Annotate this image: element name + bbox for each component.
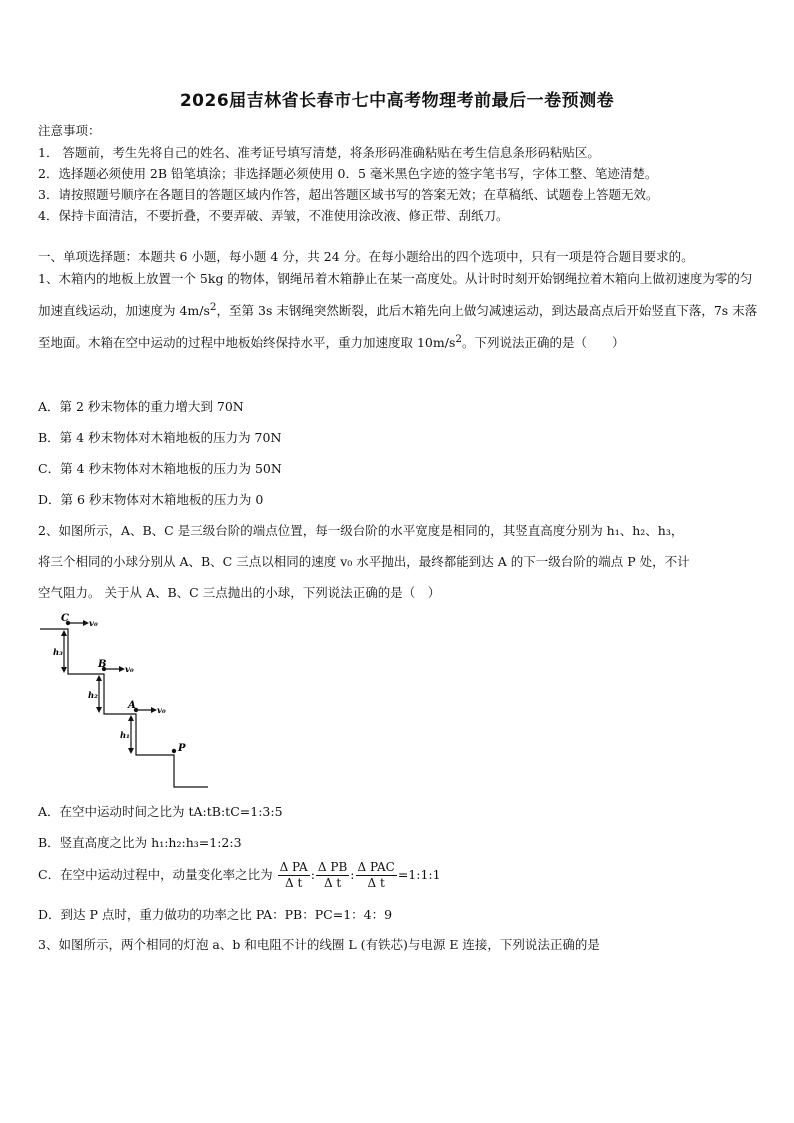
q1-sup-1: 2 [209, 301, 217, 313]
label-C: C [61, 613, 69, 624]
label-A: A [128, 700, 136, 711]
label-v0-C: v₀ [89, 619, 98, 629]
q1-stem-part-b: ，至第 3s 末钢绳突然断裂，此后木箱先向上做匀减速运动，到达最高点后开始竖直下落，7s 末落至地面。木箱在空中运动的过程中地板始终保持水平，重力加速度取 10m/s [38, 303, 758, 351]
label-h1: h₁ [120, 731, 130, 741]
staircase-figure [36, 612, 216, 792]
label-h2: h₂ [88, 691, 98, 701]
section-heading: 一、单项选择题：本题共 6 小题，每小题 4 分，共 24 分。在每小题给出的四个选项中，只有一项是符合题目要求的。 [38, 249, 694, 264]
notice-item-3: 3．请按照题号顺序在各题目的答题区域内作答，超出答题区域书写的答案无效；在草稿纸、试题卷上答题无效。 [38, 187, 659, 202]
q1-stem-part-a: 1、木箱内的地板上放置一个 5kg 的物体，钢绳吊着木箱静止在某一高度处。从计时时刻开始钢绳拉着木箱向上做初速度为零的匀加速直线运动，加速度为 4m/s [38, 271, 753, 319]
q1-option-d: D．第 6 秒末物体对木箱地板的压力为 0 [38, 492, 264, 507]
q2-option-b: B．竖直高度之比为 h₁:h₂:h₃=1:2:3 [38, 835, 242, 850]
notice-item-2: 2．选择题必须使用 2B 铅笔填涂；非选择题必须使用 0．5 毫米黑色字迹的签字笔书写，字体工整、笔迹清楚。 [38, 166, 658, 181]
q1-option-c: C．第 4 秒末物体对木箱地板的压力为 50N [38, 461, 282, 476]
label-B: B [98, 659, 107, 670]
q2-option-c-prefix: C．在空中运动过程中，动量变化率之比为 [38, 867, 273, 882]
notice-item-1: 1． 答题前，考生先将自己的姓名、准考证号填写清楚，将条形码准确粘贴在考生信息条形码粘贴区。 [38, 145, 600, 160]
q2-option-c: C．在空中运动过程中，动量变化率之比为 $\frac{\text{Δ PA}}{\text{Δ t}}$ : $\frac{\text{Δ PB}}{\text{Δ t}}$ : $\frac{\text{Δ PAC}}{\text{Δ t}}$ =1:1:1 [38, 860, 441, 890]
q2-stem-line-1: 2、如图所示，A、B、C 是三级台阶的端点位置，每一级台阶的水平宽度是相同的，其竖直高度分别为 h₁、h₂、h₃， [38, 523, 684, 538]
q2-option-a: A．在空中运动时间之比为 tA:tB:tC=1:3:5 [38, 804, 283, 819]
label-h3: h₃ [53, 648, 63, 658]
label-v0-B: v₀ [125, 665, 134, 675]
q2-option-c-suffix: =1:1:1 [397, 867, 441, 882]
fraction-dpac: $\frac{\text{Δ PAC}}{\text{Δ t}}$ [357, 860, 395, 890]
q2-stem-line-3: 空气阻力。 关于从 A、B、C 三点抛出的小球，下列说法正确的是（ ） [38, 585, 441, 600]
staircase-outline [40, 629, 208, 787]
question-1-stem [38, 264, 760, 357]
q3-stem: 3、如图所示，两个相同的灯泡 a、b 和电阻不计的线圈 L (有铁芯)与电源 E 连接，下列说法正确的是 [38, 937, 600, 952]
q1-stem-part-c: 。下列说法正确的是（ ） [462, 335, 625, 351]
label-P: P [178, 743, 186, 754]
q2-stem-line-2: 将三个相同的小球分别从 A、B、C 三点以相同的速度 v₀ 水平抛出，最终都能到达 A 的下一级台阶的端点 P 处，不计 [38, 554, 690, 569]
fraction-dpa: $\frac{\text{Δ PA}}{\text{Δ t}}$ [279, 860, 308, 890]
exam-title: 2026届吉林省长春市七中高考物理考前最后一卷预测卷 [179, 91, 615, 111]
q1-option-b: B．第 4 秒末物体对木箱地板的压力为 70N [38, 430, 282, 445]
notice-item-4: 4．保持卡面清洁，不要折叠，不要弄破、弄皱，不准使用涂改液、修正带、刮纸刀。 [38, 208, 509, 223]
notice-heading: 注意事项： [38, 123, 101, 138]
label-v0-A: v₀ [157, 706, 166, 716]
q1-sup-2: 2 [455, 333, 462, 346]
q1-option-a: A．第 2 秒末物体的重力增大到 70N [38, 399, 244, 414]
fraction-dpb: $\frac{\text{Δ PB}}{\text{Δ t}}$ [317, 860, 348, 890]
q2-option-d: D．到达 P 点时，重力做功的功率之比 PA：PB：PC=1：4：9 [38, 907, 393, 922]
